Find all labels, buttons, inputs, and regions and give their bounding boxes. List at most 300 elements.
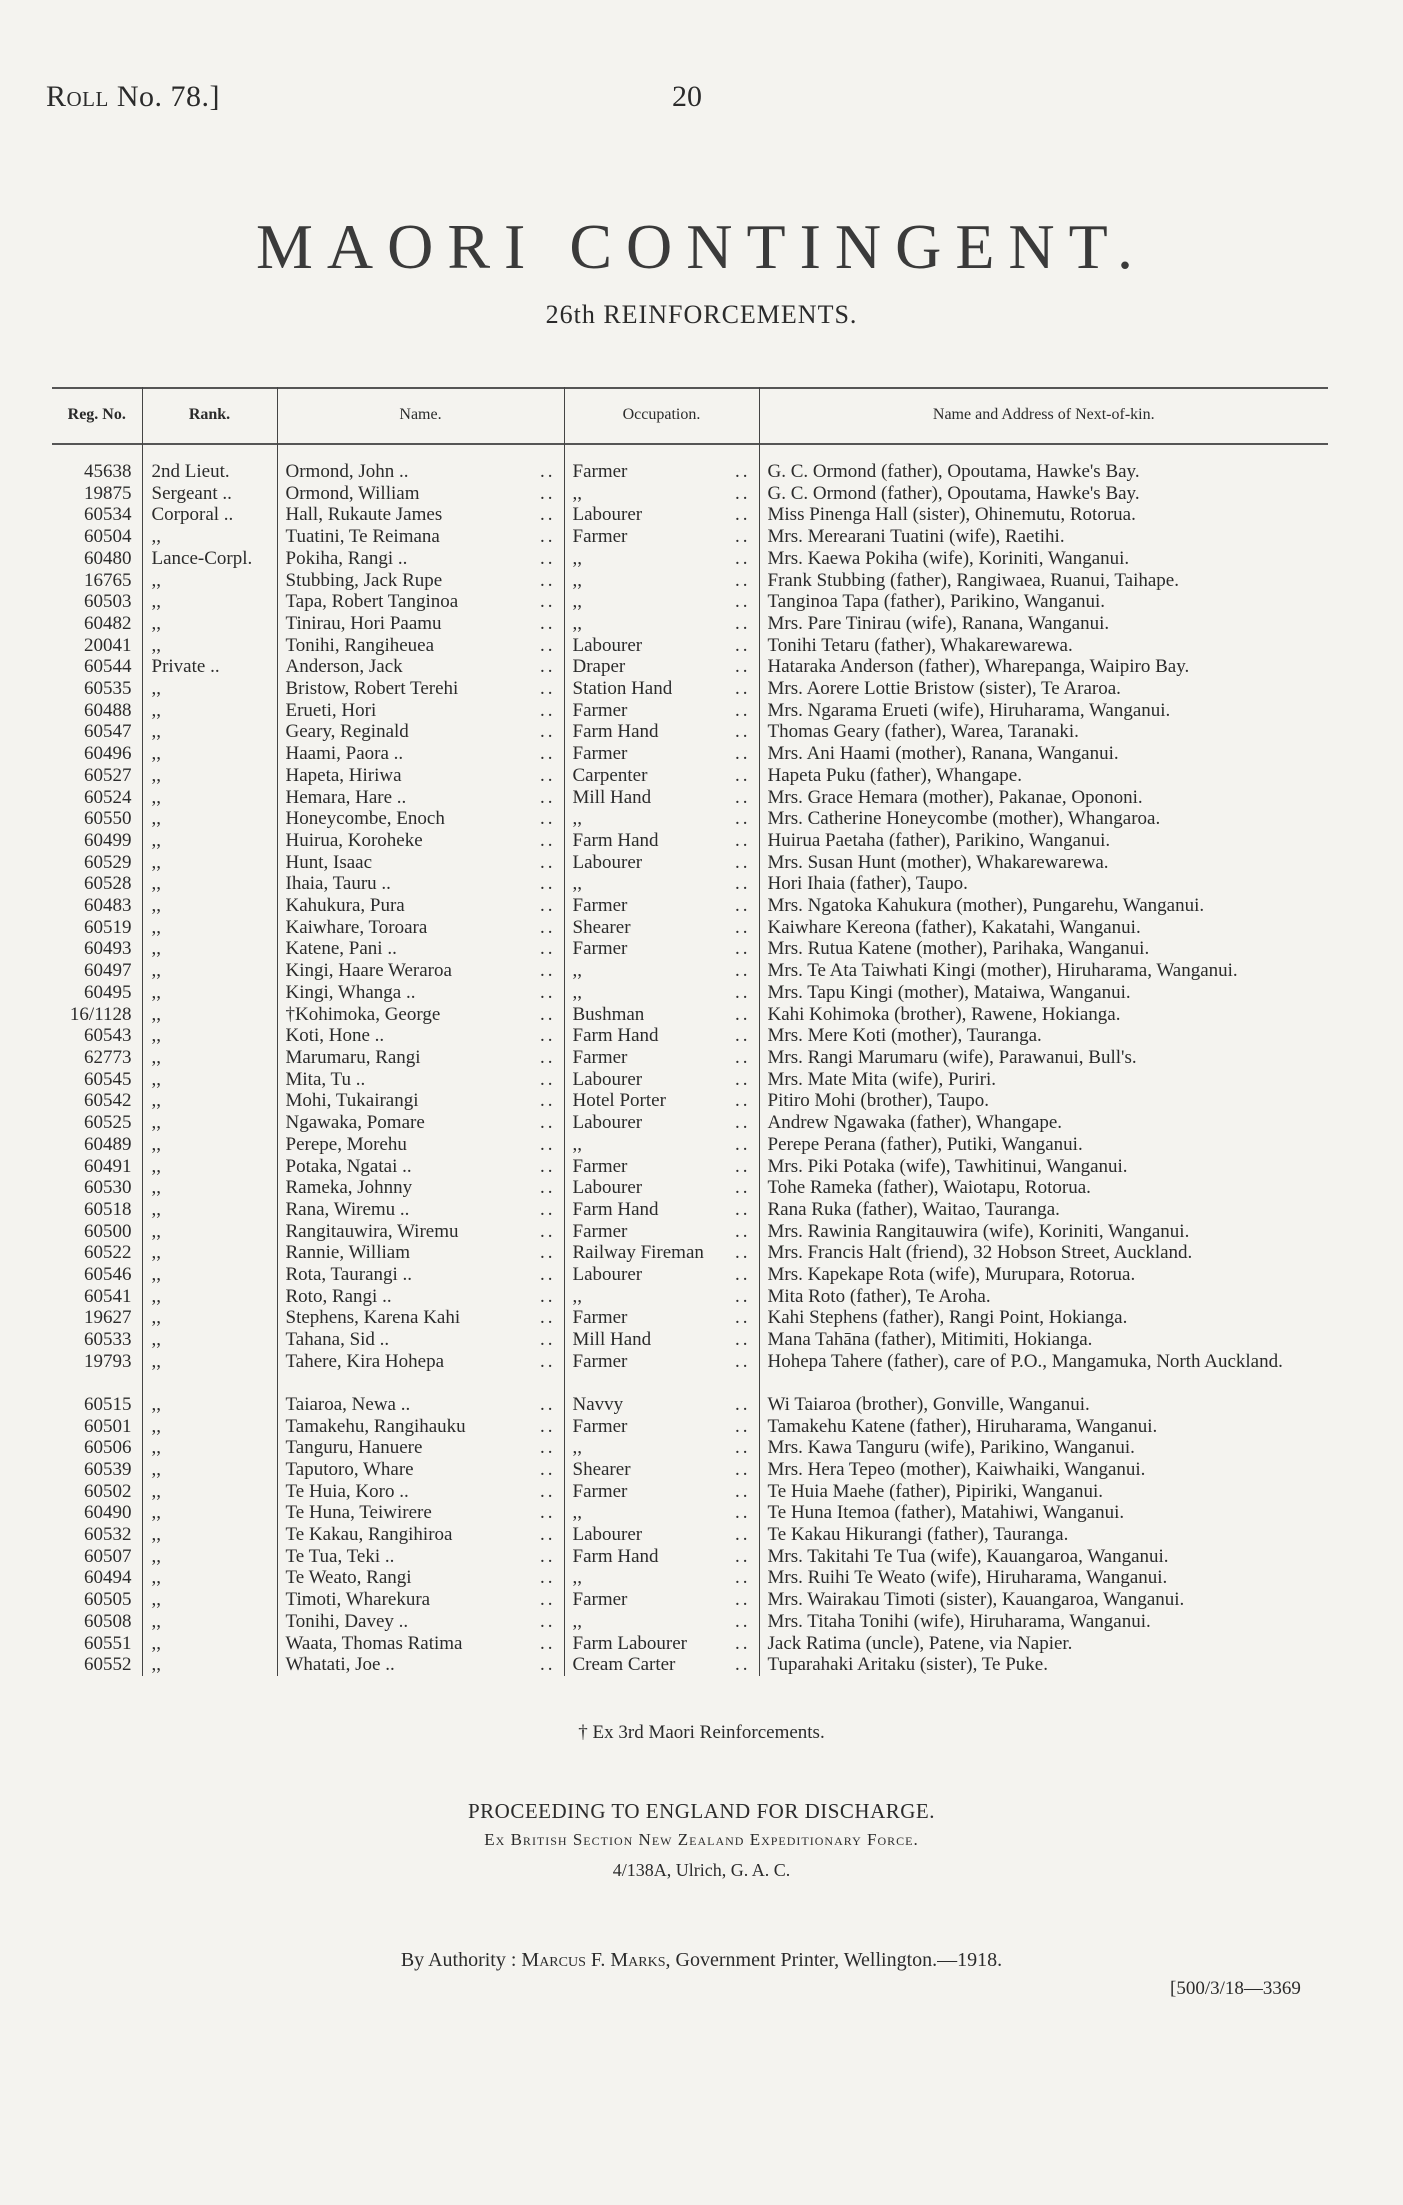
occupation-cell: [564, 1069, 759, 1091]
leader-dots: ..: [540, 1242, 556, 1264]
occupation-cell-text: Railway Fireman: [572, 1242, 704, 1264]
rank-cell-text: ,,: [151, 1350, 161, 1372]
occupation-cell: [564, 483, 759, 505]
rank-cell-text: ,,: [151, 1307, 161, 1329]
occupation-cell: [564, 656, 759, 678]
rank-cell-text: ,,: [151, 1090, 161, 1112]
name-cell: [277, 1069, 564, 1091]
reg-cell: [52, 1589, 142, 1611]
reg-cell: [52, 1481, 142, 1503]
leader-dots: ..: [540, 1632, 556, 1654]
occupation-cell: [564, 1567, 759, 1589]
reg-cell-text: 60493: [84, 938, 132, 960]
reg-cell: [52, 1069, 142, 1091]
leader-dots: ..: [735, 547, 751, 569]
reg-cell-text: 60525: [84, 1112, 132, 1134]
rank-cell: [142, 613, 277, 635]
occupation-cell-text: Draper: [572, 656, 626, 678]
next-of-kin-cell-text: Mrs. Rangi Marumaru (wife), Parawanui, Bull's.: [767, 1046, 1137, 1068]
rank-cell-text: ,,: [151, 1632, 161, 1654]
rank-cell-text: ,,: [151, 591, 161, 613]
occupation-cell: [564, 1416, 759, 1438]
reg-cell: [52, 917, 142, 939]
table-row: [52, 1025, 1328, 1047]
rank-cell: [142, 1307, 277, 1329]
next-of-kin-cell-text: Mrs. Kapekape Rota (wife), Murupara, Rotorua.: [767, 1264, 1136, 1286]
name-cell: [277, 656, 564, 678]
name-cell-text: Te Huna, Teiwirere: [285, 1502, 432, 1524]
name-cell: [277, 721, 564, 743]
reg-cell: [52, 1307, 142, 1329]
leader-dots: ..: [735, 721, 751, 743]
occupation-cell-text: Farm Hand: [572, 1025, 659, 1047]
reg-cell: [52, 1047, 142, 1069]
next-of-kin-cell-text: Mrs. Susan Hunt (mother), Whakarewarewa.: [767, 851, 1109, 873]
next-of-kin-cell: [759, 1546, 1328, 1568]
leader-dots: ..: [735, 1090, 751, 1112]
reg-cell: [52, 830, 142, 852]
leader-dots: ..: [735, 504, 751, 526]
name-cell: [277, 852, 564, 874]
next-of-kin-cell: [759, 570, 1328, 592]
next-of-kin-cell: [759, 1047, 1328, 1069]
col-header-occupation: Occupation.: [564, 387, 759, 443]
rank-cell: [142, 917, 277, 939]
occupation-cell: [564, 1481, 759, 1503]
occupation-cell: [564, 1025, 759, 1047]
reg-cell-text: 60494: [84, 1567, 132, 1589]
reg-cell: [52, 1221, 142, 1243]
rank-cell-text: ,,: [151, 1415, 161, 1437]
occupation-cell-text: ,,: [572, 1437, 582, 1459]
table-row: [52, 1264, 1328, 1286]
table-row: [52, 1069, 1328, 1091]
name-cell-text: Waata, Thomas Ratima: [285, 1632, 463, 1654]
rank-cell-text: ,,: [151, 829, 161, 851]
reg-cell-text: 60507: [84, 1545, 132, 1567]
next-of-kin-cell: [759, 895, 1328, 917]
rank-cell: [142, 461, 277, 483]
occupation-cell-text: ,,: [572, 873, 582, 895]
rank-cell: [142, 1633, 277, 1655]
next-of-kin-cell: [759, 1633, 1328, 1655]
occupation-cell-text: Labourer: [572, 1524, 643, 1546]
leader-dots: ..: [735, 1285, 751, 1307]
name-cell: [277, 917, 564, 939]
rank-cell: [142, 504, 277, 526]
occupation-cell: [564, 743, 759, 765]
name-cell-text: Potaka, Ngatai ..: [285, 1155, 412, 1177]
next-of-kin-cell: [759, 1329, 1328, 1351]
reg-cell: [52, 1134, 142, 1156]
name-cell-text: Ormond, John ..: [285, 461, 409, 482]
leader-dots: ..: [540, 699, 556, 721]
reg-cell-text: 60495: [84, 981, 132, 1003]
name-cell: [277, 1459, 564, 1481]
next-of-kin-cell-text: Mrs. Rutua Katene (mother), Parihaka, Wanganui.: [767, 938, 1150, 960]
leader-dots: ..: [540, 1545, 556, 1567]
rank-cell: [142, 1567, 277, 1589]
rank-cell-text: ,,: [151, 1480, 161, 1502]
rank-cell-text: Lance-Corpl.: [151, 547, 253, 569]
reg-cell-text: 60544: [84, 656, 132, 678]
next-of-kin-cell: [759, 1502, 1328, 1524]
next-of-kin-cell-text: Tohe Rameka (father), Waiotapu, Rotorua.: [767, 1177, 1091, 1199]
occupation-cell-text: Hotel Porter: [572, 1090, 666, 1112]
reg-cell: [52, 721, 142, 743]
reg-cell-text: 60519: [84, 916, 132, 938]
name-cell: [277, 1025, 564, 1047]
rank-cell-text: ,,: [151, 1437, 161, 1459]
leader-dots: ..: [540, 1437, 556, 1459]
proceeding-heading: PROCEEDING TO ENGLAND FOR DISCHARGE.: [468, 1799, 935, 1823]
leader-dots: ..: [540, 938, 556, 960]
reg-cell: [52, 1459, 142, 1481]
occupation-cell-text: Carpenter: [572, 764, 648, 786]
name-cell-text: Rangitauwira, Wiremu: [285, 1220, 459, 1242]
occupation-cell-text: Farm Hand: [572, 721, 659, 743]
rank-cell-text: ,,: [151, 1458, 161, 1480]
rank-cell-text: ,,: [151, 1589, 161, 1611]
leader-dots: ..: [540, 482, 556, 504]
name-cell-text: Ihaia, Tauru ..: [285, 873, 391, 895]
name-cell-text: Rana, Wiremu ..: [285, 1198, 410, 1220]
reg-cell-text: 60547: [84, 721, 132, 743]
next-of-kin-cell: [759, 1307, 1328, 1329]
leader-dots: ..: [540, 1068, 556, 1090]
rank-cell: [142, 830, 277, 852]
leader-dots: ..: [540, 1393, 556, 1415]
next-of-kin-cell: [759, 1069, 1328, 1091]
occupation-cell: [564, 1307, 759, 1329]
name-cell-text: Tamakehu, Rangihauku: [285, 1415, 466, 1437]
leader-dots: ..: [540, 1220, 556, 1242]
leader-dots: ..: [735, 829, 751, 851]
reg-cell-text: 60491: [84, 1155, 132, 1177]
occupation-cell: [564, 1329, 759, 1351]
reg-cell-text: 60532: [84, 1524, 132, 1546]
table-row: [52, 1416, 1328, 1438]
name-cell: [277, 1416, 564, 1438]
next-of-kin-cell: [759, 1264, 1328, 1286]
next-of-kin-cell: [759, 1134, 1328, 1156]
rank-cell: [142, 1437, 277, 1459]
col-header-next-of-kin: Name and Address of Next-of-kin.: [932, 406, 1155, 423]
occupation-cell: [564, 591, 759, 613]
occupation-cell: [564, 721, 759, 743]
reg-cell-text: 16/1128: [69, 1003, 132, 1025]
occupation-cell: [564, 1502, 759, 1524]
reg-cell: [52, 938, 142, 960]
next-of-kin-cell: [759, 1524, 1328, 1546]
next-of-kin-cell-text: Hohepa Tahere (father), care of P.O., Mangamuka, North Auckland.: [767, 1350, 1283, 1372]
rank-cell-text: ,,: [151, 895, 161, 917]
print-code: [500/3/18—3369: [1170, 1978, 1301, 1999]
next-of-kin-cell: [759, 504, 1328, 526]
next-of-kin-cell-text: Mrs. Pare Tinirau (wife), Ranana, Wanganui.: [767, 612, 1110, 634]
leader-dots: ..: [735, 1264, 751, 1286]
occupation-cell-text: ,,: [572, 547, 582, 569]
table-row: [52, 591, 1328, 613]
table-row: [52, 613, 1328, 635]
next-of-kin-cell-text: Pitiro Mohi (brother), Taupo.: [767, 1090, 990, 1112]
name-cell: [277, 1329, 564, 1351]
leader-dots: ..: [735, 1307, 751, 1329]
rank-cell-text: ,,: [151, 960, 161, 982]
reg-cell: [52, 1004, 142, 1026]
table-row: [52, 526, 1328, 548]
name-cell-text: Taputoro, Whare: [285, 1458, 414, 1480]
occupation-cell: [564, 1437, 759, 1459]
rank-cell: [142, 1546, 277, 1568]
leader-dots: ..: [540, 1198, 556, 1220]
rank-cell-text: ,,: [151, 1155, 161, 1177]
next-of-kin-cell: [759, 1351, 1328, 1394]
leader-dots: ..: [735, 808, 751, 830]
reg-cell: [52, 895, 142, 917]
next-of-kin-cell-text: Jack Ratima (uncle), Patene, via Napier.: [767, 1632, 1073, 1654]
next-of-kin-cell-text: Mrs. Rawinia Rangitauwira (wife), Koriniti, Wanganui.: [767, 1220, 1190, 1242]
reg-cell-text: 60550: [84, 808, 132, 830]
next-of-kin-cell: [759, 1589, 1328, 1611]
rank-cell: [142, 852, 277, 874]
subtitle-number: 26th: [545, 300, 596, 329]
document-title: MAORI CONTINGENT.: [256, 211, 1147, 282]
next-of-kin-cell: [759, 1567, 1328, 1589]
occupation-cell-text: Labourer: [572, 634, 643, 656]
table-row: [52, 1156, 1328, 1178]
occupation-cell-text: Shearer: [572, 916, 631, 938]
occupation-cell: [564, 1524, 759, 1546]
authority-suffix: , Government Printer, Wellington.—1918.: [665, 1949, 1003, 1971]
next-of-kin-cell-text: Mrs. Grace Hemara (mother), Pakanae, Opononi.: [767, 786, 1143, 808]
rank-cell: [142, 483, 277, 505]
table-row: [52, 1112, 1328, 1134]
leader-dots: ..: [540, 1112, 556, 1134]
name-cell: [277, 700, 564, 722]
leader-dots: ..: [735, 1068, 751, 1090]
leader-dots: ..: [735, 678, 751, 700]
reg-cell: [52, 1329, 142, 1351]
leader-dots: ..: [540, 656, 556, 678]
occupation-cell-text: Labourer: [572, 851, 643, 873]
occupation-cell-text: ,,: [572, 981, 582, 1003]
leader-dots: ..: [735, 1155, 751, 1177]
occupation-cell-text: Farmer: [572, 938, 628, 960]
name-cell: [277, 830, 564, 852]
reg-cell: [52, 982, 142, 1004]
next-of-kin-cell-text: Tonihi Tetaru (father), Whakarewarewa.: [767, 634, 1073, 656]
reg-cell-text: 60543: [84, 1025, 132, 1047]
rank-cell-text: ,,: [151, 1329, 161, 1351]
next-of-kin-cell: [759, 700, 1328, 722]
rank-cell-text: ,,: [151, 634, 161, 656]
rank-cell-text: ,,: [151, 721, 161, 743]
rank-cell: [142, 982, 277, 1004]
occupation-cell: [564, 461, 759, 483]
occupation-cell: [564, 1351, 759, 1394]
leader-dots: ..: [735, 851, 751, 873]
roll-label: No. 78.]: [116, 80, 220, 113]
occupation-cell-text: ,,: [572, 960, 582, 982]
leader-dots: ..: [540, 1264, 556, 1286]
name-cell-text: Kaiwhare, Toroara: [285, 916, 428, 938]
rank-cell: [142, 960, 277, 982]
next-of-kin-cell-text: Tamakehu Katene (father), Hiruharama, Wanganui.: [767, 1415, 1158, 1437]
reg-cell: [52, 1156, 142, 1178]
leader-dots: ..: [735, 960, 751, 982]
table-row: [52, 504, 1328, 526]
name-cell: [277, 1307, 564, 1329]
table-row: [52, 635, 1328, 657]
name-cell-text: Huirua, Koroheke: [285, 829, 423, 851]
leader-dots: ..: [735, 591, 751, 613]
occupation-cell: [564, 1611, 759, 1633]
rank-cell-text: ,,: [151, 1264, 161, 1286]
next-of-kin-cell-text: Mrs. Ruihi Te Weato (wife), Hiruharama, Wanganui.: [767, 1567, 1168, 1589]
rank-cell: [142, 1069, 277, 1091]
occupation-cell: [564, 613, 759, 635]
name-cell: [277, 548, 564, 570]
name-cell: [277, 1611, 564, 1633]
leader-dots: ..: [735, 1610, 751, 1632]
name-cell-text: Tuatini, Te Reimana: [285, 526, 440, 548]
name-cell: [277, 1502, 564, 1524]
occupation-cell-text: Farmer: [572, 526, 628, 548]
reg-cell: [52, 1502, 142, 1524]
reg-cell: [52, 808, 142, 830]
rank-cell-text: ,,: [151, 1285, 161, 1307]
name-cell: [277, 982, 564, 1004]
rank-cell: [142, 1329, 277, 1351]
occupation-cell: [564, 1286, 759, 1308]
occupation-cell-text: Farm Hand: [572, 1198, 659, 1220]
reg-cell-text: 60529: [84, 851, 132, 873]
occupation-cell-text: Mill Hand: [572, 786, 652, 808]
rank-cell-text: ,,: [151, 1545, 161, 1567]
name-cell: [277, 743, 564, 765]
table-row: [52, 873, 1328, 895]
rank-cell-text: ,,: [151, 699, 161, 721]
rank-cell-text: ,,: [151, 1567, 161, 1589]
leader-dots: ..: [735, 981, 751, 1003]
rank-cell: [142, 1502, 277, 1524]
leader-dots: ..: [735, 1589, 751, 1611]
leader-dots: ..: [735, 1567, 751, 1589]
rank-cell: [142, 1177, 277, 1199]
reg-cell-text: 20041: [84, 634, 132, 656]
leader-dots: ..: [735, 1437, 751, 1459]
next-of-kin-cell: [759, 1286, 1328, 1308]
next-of-kin-cell-text: Mrs. Ngarama Erueti (wife), Hiruharama, Wanganui.: [767, 699, 1171, 721]
name-cell: [277, 1004, 564, 1026]
name-cell: [277, 1481, 564, 1503]
occupation-cell: [564, 548, 759, 570]
name-cell: [277, 1264, 564, 1286]
next-of-kin-cell: [759, 1177, 1328, 1199]
next-of-kin-cell-text: Thomas Geary (father), Warea, Taranaki.: [767, 721, 1079, 743]
rank-cell: [142, 526, 277, 548]
reg-cell: [52, 1242, 142, 1264]
next-of-kin-cell: [759, 678, 1328, 700]
rank-cell-text: ,,: [151, 851, 161, 873]
next-of-kin-cell-text: Mrs. Te Ata Taiwhati Kingi (mother), Hiruharama, Wanganui.: [767, 960, 1238, 982]
name-cell-text: Hunt, Isaac: [285, 851, 373, 873]
occupation-cell: [564, 1654, 759, 1676]
table-row: [52, 656, 1328, 678]
name-cell-text: Roto, Rangi ..: [285, 1285, 392, 1307]
name-cell: [277, 613, 564, 635]
table-row: [52, 548, 1328, 570]
rank-cell-text: Private ..: [151, 656, 220, 678]
leader-dots: ..: [735, 1242, 751, 1264]
table-row: [52, 1286, 1328, 1308]
table-row: [52, 1199, 1328, 1221]
table-row: [52, 1134, 1328, 1156]
occupation-cell: [564, 1090, 759, 1112]
reg-cell: [52, 1264, 142, 1286]
leader-dots: ..: [540, 1415, 556, 1437]
col-header-name: Name.: [277, 387, 564, 443]
proceeding-entry: 4/138A, Ulrich, G. A. C.: [612, 1860, 791, 1880]
reg-cell-text: 60501: [84, 1415, 132, 1437]
reg-cell: [52, 1633, 142, 1655]
next-of-kin-cell: [759, 1459, 1328, 1481]
occupation-cell: [564, 1199, 759, 1221]
reg-cell-text: 60527: [84, 764, 132, 786]
next-of-kin-cell: [759, 938, 1328, 960]
name-cell: [277, 1199, 564, 1221]
occupation-cell: [564, 1589, 759, 1611]
next-of-kin-cell: [759, 917, 1328, 939]
name-cell: [277, 1654, 564, 1676]
reg-cell-text: 19875: [84, 482, 132, 504]
leader-dots: ..: [540, 1654, 556, 1676]
reg-cell-text: 60500: [84, 1220, 132, 1242]
reg-cell-text: 60490: [84, 1502, 132, 1524]
rank-cell: [142, 1134, 277, 1156]
reg-cell-text: 60530: [84, 1177, 132, 1199]
rank-cell-text: ,,: [151, 1610, 161, 1632]
next-of-kin-cell-text: Frank Stubbing (father), Rangiwaea, Ruanui, Taihape.: [767, 569, 1179, 591]
rank-cell: [142, 1589, 277, 1611]
next-of-kin-cell: [759, 1090, 1328, 1112]
table-row: [52, 830, 1328, 852]
authority-prefix: By Authority :: [400, 1949, 517, 1971]
rank-cell-text: ,,: [151, 612, 161, 634]
reg-cell: [52, 765, 142, 787]
next-of-kin-cell-text: Hataraka Anderson (father), Wharepanga, Waipiro Bay.: [767, 656, 1190, 678]
next-of-kin-cell: [759, 743, 1328, 765]
name-cell-text: Hemara, Hare ..: [285, 786, 407, 808]
next-of-kin-cell-text: Mrs. Wairakau Timoti (sister), Kauangaroa, Wanganui.: [767, 1589, 1185, 1611]
occupation-cell: [564, 1004, 759, 1026]
leader-dots: ..: [735, 1415, 751, 1437]
reg-cell: [52, 461, 142, 483]
next-of-kin-cell-text: Tanginoa Tapa (father), Parikino, Wanganui.: [767, 591, 1106, 613]
name-cell-text: Whatati, Joe ..: [285, 1654, 395, 1676]
rank-cell: [142, 700, 277, 722]
name-cell-text: Pokiha, Rangi ..: [285, 547, 408, 569]
next-of-kin-cell: [759, 765, 1328, 787]
next-of-kin-cell-text: Kahi Kohimoka (brother), Rawene, Hokianga.: [767, 1003, 1121, 1025]
name-cell-text: Tanguru, Hanuere: [285, 1437, 423, 1459]
occupation-cell: [564, 635, 759, 657]
occupation-cell: [564, 808, 759, 830]
reg-cell: [52, 548, 142, 570]
reg-cell-text: 60524: [84, 786, 132, 808]
reg-cell: [52, 526, 142, 548]
